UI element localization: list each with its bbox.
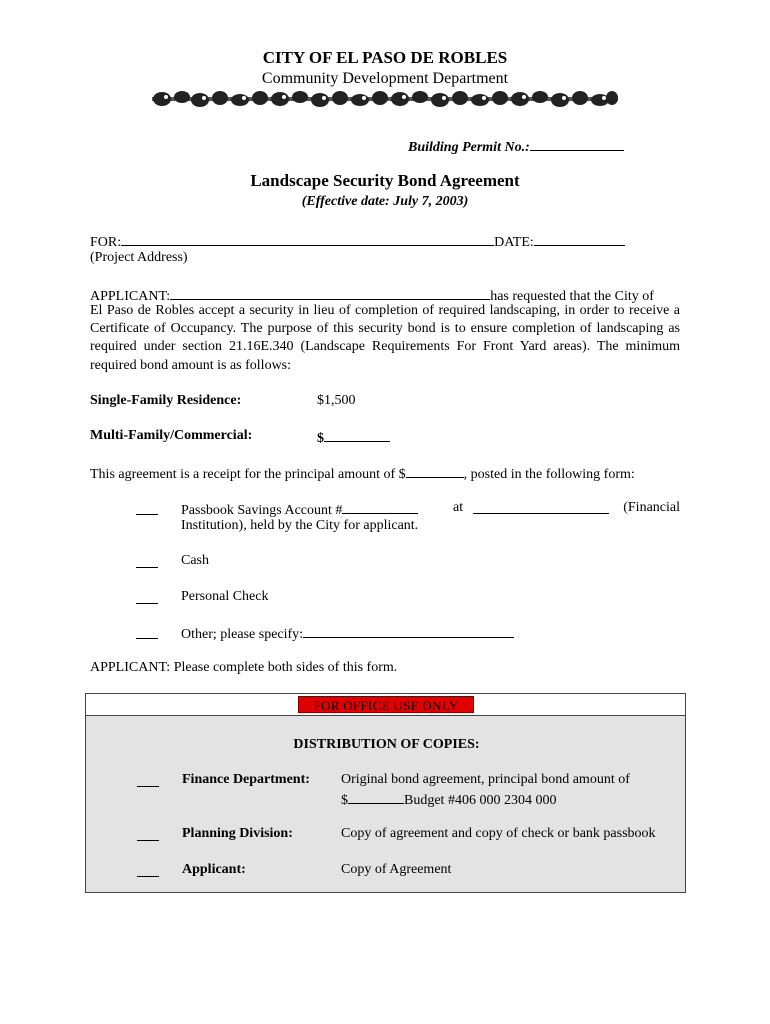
personal-check-label: Personal Check xyxy=(181,589,269,604)
planning-value: Copy of agreement and copy of check or bank passbook xyxy=(341,826,656,841)
applicant-copy-checkbox[interactable] xyxy=(137,862,159,877)
single-family-label: Single-Family Residence: xyxy=(90,393,242,408)
personal-check-checkbox[interactable] xyxy=(136,589,158,604)
financial-label: (Financial xyxy=(623,500,680,515)
financial-institution-blank[interactable] xyxy=(473,499,609,514)
document-title: Landscape Security Bond Agreement xyxy=(250,171,520,190)
city-title: CITY OF EL PASO DE ROBLES xyxy=(262,48,508,67)
date-label: DATE: xyxy=(494,235,534,250)
for-label: FOR: xyxy=(90,235,122,250)
applicant-label: APPLICANT: xyxy=(90,289,171,304)
office-use-header xyxy=(86,694,685,716)
date-blank[interactable] xyxy=(534,231,625,246)
other-checkbox[interactable] xyxy=(136,624,158,639)
finance-amount-blank[interactable] xyxy=(348,789,404,804)
applicant-note: APPLICANT: Please complete both sides of this form. xyxy=(90,660,398,675)
finance-budget: Budget #406 000 2304 000 xyxy=(404,793,557,808)
multi-family-field[interactable] xyxy=(317,427,390,448)
finance-value-line2[interactable] xyxy=(341,789,556,810)
building-permit-label: Building Permit No.: xyxy=(408,140,530,155)
finance-label: Finance Department: xyxy=(182,772,310,787)
planning-label: Planning Division: xyxy=(182,826,293,841)
principal-amount-blank[interactable] xyxy=(406,463,464,478)
applicant-copy-label: Applicant: xyxy=(182,862,246,877)
receipt-line[interactable] xyxy=(90,463,635,484)
decorative-garland-icon xyxy=(152,88,618,110)
building-permit-field[interactable] xyxy=(408,136,624,157)
applicant-line-tail: has requested that the City of xyxy=(490,289,654,304)
effective-date: (Effective date: July 7, 2003) xyxy=(301,194,469,209)
department-title: Community Development Department xyxy=(261,70,509,87)
finance-value-line1: Original bond agreement, principal bond amount of xyxy=(341,772,630,787)
receipt-text-pre: This agreement is a receipt for the principal amount of $ xyxy=(90,467,406,482)
bond-purpose-paragraph: El Paso de Robles accept a security in lieu of completion of required landscaping, in order to receive a Certificate of Occupancy. The purpose of this security bond is to ensure completion of landscaping as required under section 21.16E.340 (Landscape Requirements For Front Yard areas). The minimum required bond amount is as follows: xyxy=(90,303,680,373)
office-use-badge: FOR OFFICE USE ONLY xyxy=(298,696,474,713)
project-address-blank[interactable] xyxy=(121,231,494,246)
passbook-line-2: Institution), held by the City for applicant. xyxy=(181,518,419,533)
passbook-account-label: Passbook Savings Account # xyxy=(181,503,343,518)
other-label: Other; please specify: xyxy=(181,627,304,642)
cash-label: Cash xyxy=(181,553,209,568)
applicant-name-blank[interactable] xyxy=(170,285,490,300)
passbook-at-label: at xyxy=(453,500,464,515)
receipt-text-post: , posted in the following form: xyxy=(463,467,635,482)
project-address-caption: (Project Address) xyxy=(90,250,188,265)
multi-family-blank[interactable] xyxy=(324,427,390,442)
building-permit-blank[interactable] xyxy=(530,136,624,151)
finance-dollar: $ xyxy=(341,793,348,808)
cash-checkbox[interactable] xyxy=(136,553,158,568)
office-use-box xyxy=(85,693,686,893)
other-specify-blank[interactable] xyxy=(303,623,514,638)
distribution-title: DISTRIBUTION OF COPIES: xyxy=(293,737,480,752)
multi-family-dollar: $ xyxy=(317,431,324,446)
applicant-copy-value: Copy of Agreement xyxy=(341,862,452,877)
account-number-blank[interactable] xyxy=(342,499,418,514)
multi-family-label: Multi-Family/Commercial: xyxy=(90,428,253,443)
other-field[interactable] xyxy=(181,623,514,644)
passbook-checkbox[interactable] xyxy=(136,500,158,515)
planning-checkbox[interactable] xyxy=(137,826,159,841)
finance-checkbox[interactable] xyxy=(137,772,159,787)
single-family-value: $1,500 xyxy=(317,393,356,408)
